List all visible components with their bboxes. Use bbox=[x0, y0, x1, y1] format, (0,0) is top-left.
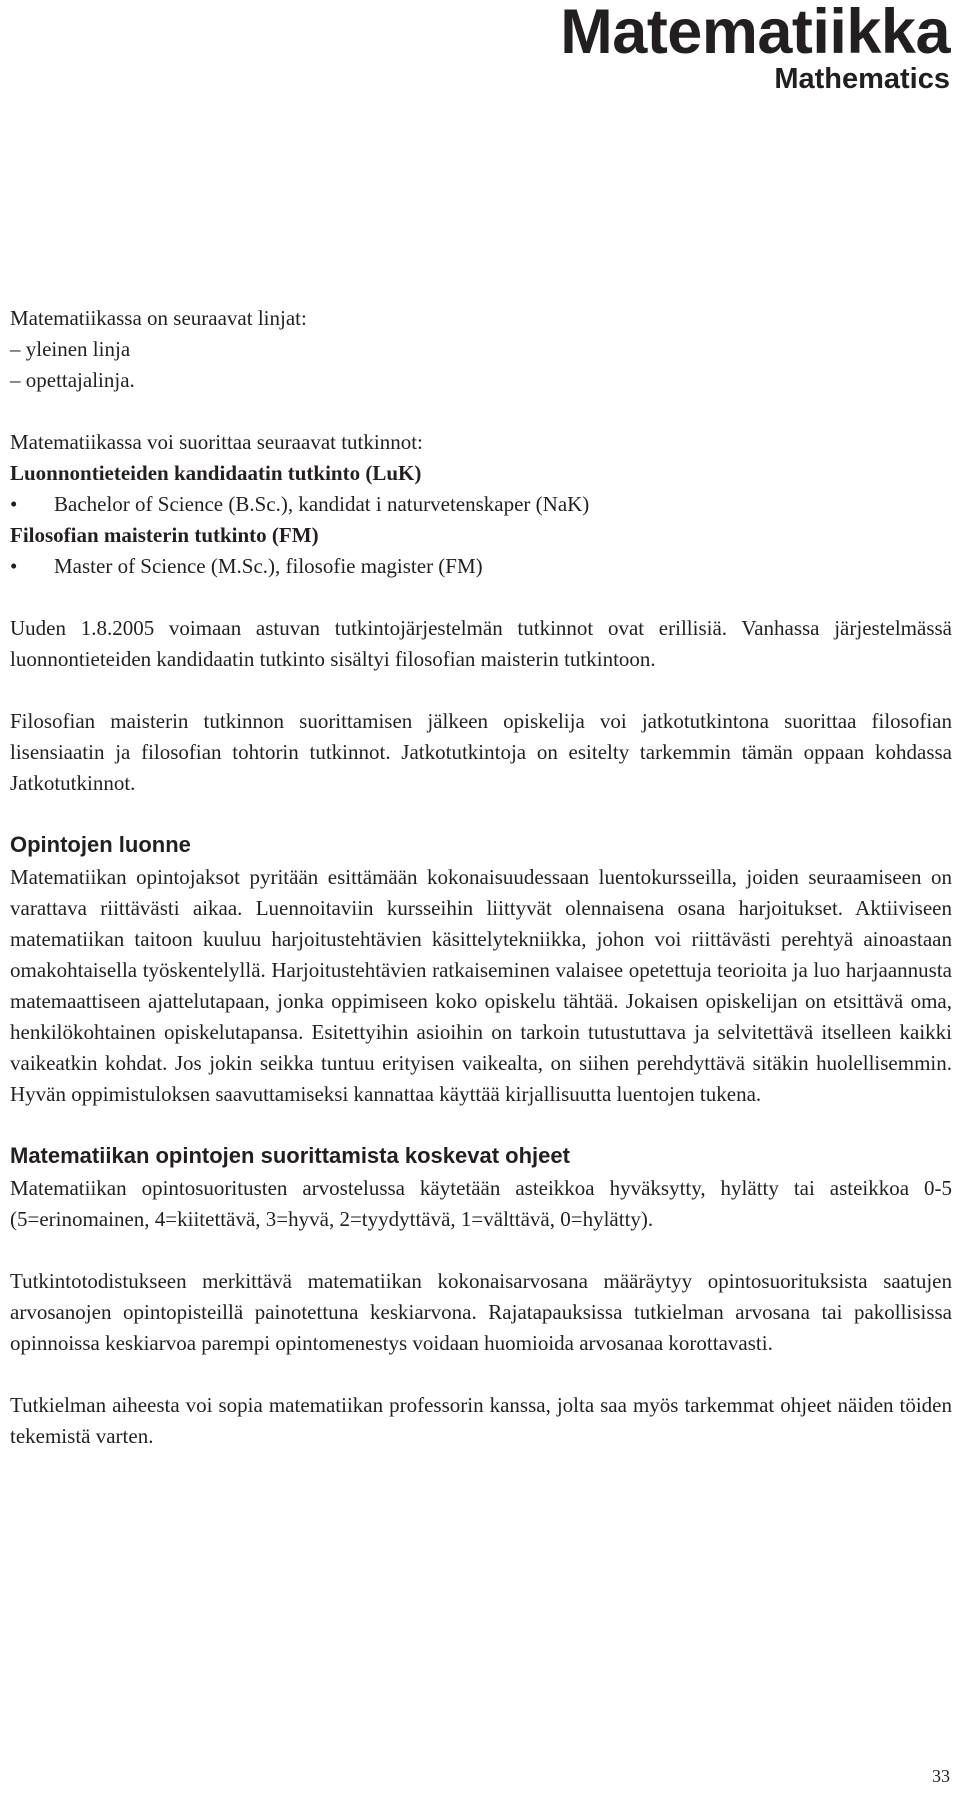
list-item: – opettajalinja. bbox=[10, 368, 135, 392]
paragraph-degree-system: Uuden 1.8.2005 voimaan astuvan tutkintojärjestelmän tutkinnot ovat erillisiä. Vanhassa järjestelmässä luonnontieteiden kandidaatin tutkinto sisältyi filosofian maisterin tutkintoon. bbox=[10, 616, 952, 671]
master-degree-text: Master of Science (M.Sc.), filosofie magister (FM) bbox=[54, 554, 483, 578]
paragraph-overall-grade: Tutkintotodistukseen merkittävä matematiikan kokonaisarvosana määräytyy opintosuorituksista saatujen arvosanojen opintopisteillä painotettuna keskiarvona. Rajatapauksissa tutkielman arvosana tai pakollisissa opinnoissa keskiarvoa parempi opintomenestys voidaan huomioida arvosanaa korottavasti. bbox=[10, 1269, 952, 1355]
bachelor-degree-bullet bbox=[10, 489, 952, 520]
bachelor-degree-title: Luonnontieteiden kandidaatin tutkinto (LuK) bbox=[10, 461, 422, 485]
degrees-intro: Matematiikassa voi suorittaa seuraavat tutkinnot: bbox=[10, 430, 423, 454]
section-heading-study-nature: Opintojen luonne bbox=[10, 832, 191, 857]
paragraph-study-nature: Matematiikan opintojaksot pyritään esittämään kokonaisuudessaan luentokursseilla, joiden seuraamiseen on varattava riittävästi aikaa. Luennoitaviin kursseihin liittyvät olennaisena osana harjoitukset. Aktiiviseen matematiikan taitoon kuuluu harjoitustehtävien käsittelytekniikka, johon voi riittävästi perehtyä ainoastaan omakohtaisella työskentelyllä. Harjoitustehtävien ratkaiseminen valaisee opetettuja teorioita ja luo harjaannusta matemaattiseen ajattelutapaan, jonka oppimiseen koko opiskelu tähtää. Jokaisen opiskelijan on etsittävä oma, henkilökohtainen opiskelutapansa. Esitettyihin asioihin on tarkoin tutustuttava ja selvitettävä itselleen kaikki vaikeatkin kohdat. Jos jokin seikka tuntuu erityisen vaikealta, on siihen perehdyttävä sitäkin huolellisemmin. Hyvän oppimistuloksen saavuttamiseksi kannattaa käyttää kirjallisuutta luentojen tukena. bbox=[10, 865, 952, 1106]
paragraph-postgraduate: Filosofian maisterin tutkinnon suorittamisen jälkeen opiskelija voi jatkotutkintona suorittaa filosofian lisensiaatin ja filosofian tohtorin tutkinnot. Jatkotutkintoja on esitelty tarkemmin tämän oppaan kohdassa Jatkotutkinnot. bbox=[10, 709, 952, 795]
degrees-block bbox=[10, 427, 952, 582]
title-block bbox=[560, 0, 950, 94]
page-title: Matematiikka bbox=[560, 0, 950, 67]
lines-block bbox=[10, 303, 952, 396]
master-degree-bullet bbox=[10, 551, 952, 582]
paragraph-grading-scale: Matematiikan opintosuoritusten arvostelussa käytetään asteikkoa hyväksytty, hylätty tai asteikkoa 0-5 (5=erinomainen, 4=kiitettävä, 3=hyvä, 2=tyydyttävä, 1=välttävä, 0=hylätty). bbox=[10, 1176, 952, 1231]
section-heading-study-guidelines: Matematiikan opintojen suorittamista koskevat ohjeet bbox=[10, 1143, 570, 1168]
lines-intro: Matematiikassa on seuraavat linjat: bbox=[10, 306, 307, 330]
main-content bbox=[10, 303, 952, 1483]
paragraph-thesis: Tutkielman aiheesta voi sopia matematiikan professorin kanssa, jolta saa myös tarkemmat ohjeet näiden töiden tekemistä varten. bbox=[10, 1393, 952, 1448]
bullet-icon: • bbox=[10, 492, 18, 516]
document-page bbox=[10, 0, 952, 1800]
page-subtitle: Mathematics bbox=[774, 63, 950, 95]
bachelor-degree-text: Bachelor of Science (B.Sc.), kandidat i naturvetenskaper (NaK) bbox=[54, 492, 590, 516]
master-degree-title: Filosofian maisterin tutkinto (FM) bbox=[10, 523, 319, 547]
bullet-icon: • bbox=[10, 554, 18, 578]
page-number: 33 bbox=[932, 1766, 950, 1786]
list-item: – yleinen linja bbox=[10, 337, 131, 361]
